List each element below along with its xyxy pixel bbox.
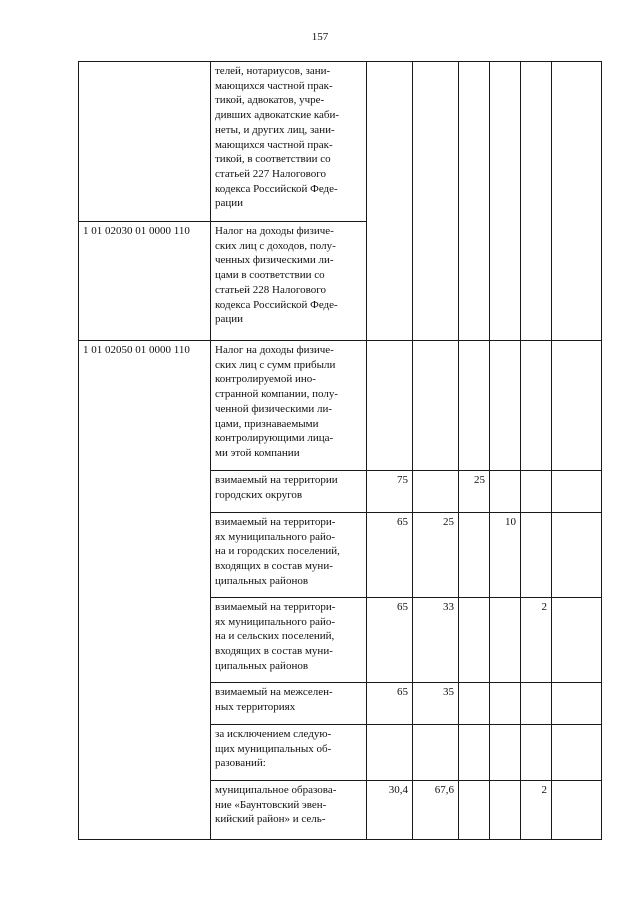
value-cell	[367, 341, 413, 471]
value-cell	[552, 781, 602, 840]
value-cell	[413, 62, 459, 341]
page-number: 157	[311, 31, 329, 43]
value-cell	[490, 341, 521, 471]
description-cell: муниципальное образова- ние «Баунтовский эвен- кийский район» и сель-	[211, 781, 367, 840]
value-cell	[521, 62, 552, 341]
value-cell	[459, 683, 490, 725]
value-cell	[490, 598, 521, 683]
value-cell	[552, 725, 602, 781]
value-cell: 2	[521, 598, 552, 683]
table-row	[79, 341, 602, 471]
value-cell	[552, 598, 602, 683]
value-cell	[459, 513, 490, 598]
budget-code-cell	[79, 62, 211, 222]
value-cell	[552, 62, 602, 341]
budget-code-cell: 1 01 02030 01 0000 110	[79, 222, 211, 341]
description-cell: Налог на доходы физиче- ских лиц с доходов, полу- ченных физическими ли- цами в соответствии со статьей 228 Налогового кодекса Российской Феде- рации	[211, 222, 367, 341]
value-cell	[521, 683, 552, 725]
description-cell: взимаемый на территории городских округов	[211, 471, 367, 513]
value-cell: 35	[413, 683, 459, 725]
table-row	[79, 62, 602, 222]
description-cell: Налог на доходы физиче- ских лиц с сумм прибыли контролируемой ино- странной компании, полу- ченной физическими ли- цами, признаваемыми контролирующими лица- ми этой компании	[211, 341, 367, 471]
value-cell	[552, 513, 602, 598]
value-cell	[552, 683, 602, 725]
value-cell	[459, 598, 490, 683]
value-cell	[367, 62, 413, 341]
value-cell: 67,6	[413, 781, 459, 840]
value-cell	[459, 62, 490, 341]
value-cell: 10	[490, 513, 521, 598]
value-cell: 75	[367, 471, 413, 513]
value-cell	[521, 471, 552, 513]
value-cell: 30,4	[367, 781, 413, 840]
value-cell	[459, 341, 490, 471]
value-cell	[413, 471, 459, 513]
value-cell	[413, 725, 459, 781]
value-cell: 33	[413, 598, 459, 683]
value-cell	[521, 341, 552, 471]
value-cell: 65	[367, 683, 413, 725]
value-cell: 65	[367, 513, 413, 598]
value-cell: 25	[459, 471, 490, 513]
value-cell	[552, 471, 602, 513]
value-cell	[490, 725, 521, 781]
value-cell	[490, 62, 521, 341]
description-cell: телей, нотариусов, зани- мающихся частной прак- тикой, адвокатов, учре- дивших адвокатские каби- неты, и других лиц, зани- мающихся частной прак- тикой, в соответствии со статьей 227 Налогового кодекса Российской Феде- рации	[211, 62, 367, 222]
value-cell	[459, 725, 490, 781]
value-cell	[490, 471, 521, 513]
value-cell	[490, 781, 521, 840]
value-cell	[552, 341, 602, 471]
value-cell: 25	[413, 513, 459, 598]
value-cell: 2	[521, 781, 552, 840]
value-cell	[521, 513, 552, 598]
value-cell	[413, 341, 459, 471]
description-cell: взимаемый на территори- ях муниципального райо- на и городских поселений, входящих в состав муни- ципальных районов	[211, 513, 367, 598]
budget-allocation-table	[78, 61, 602, 840]
value-cell	[490, 683, 521, 725]
description-cell: за исключением следую- щих муниципальных об- разований:	[211, 725, 367, 781]
value-cell: 65	[367, 598, 413, 683]
value-cell	[521, 725, 552, 781]
description-cell: взимаемый на территори- ях муниципального райо- на и сельских поселений, входящих в состав муни- ципальных районов	[211, 598, 367, 683]
description-cell: взимаемый на межселен- ных территориях	[211, 683, 367, 725]
value-cell	[459, 781, 490, 840]
budget-code-cell: 1 01 02050 01 0000 110	[79, 341, 211, 840]
value-cell	[367, 725, 413, 781]
